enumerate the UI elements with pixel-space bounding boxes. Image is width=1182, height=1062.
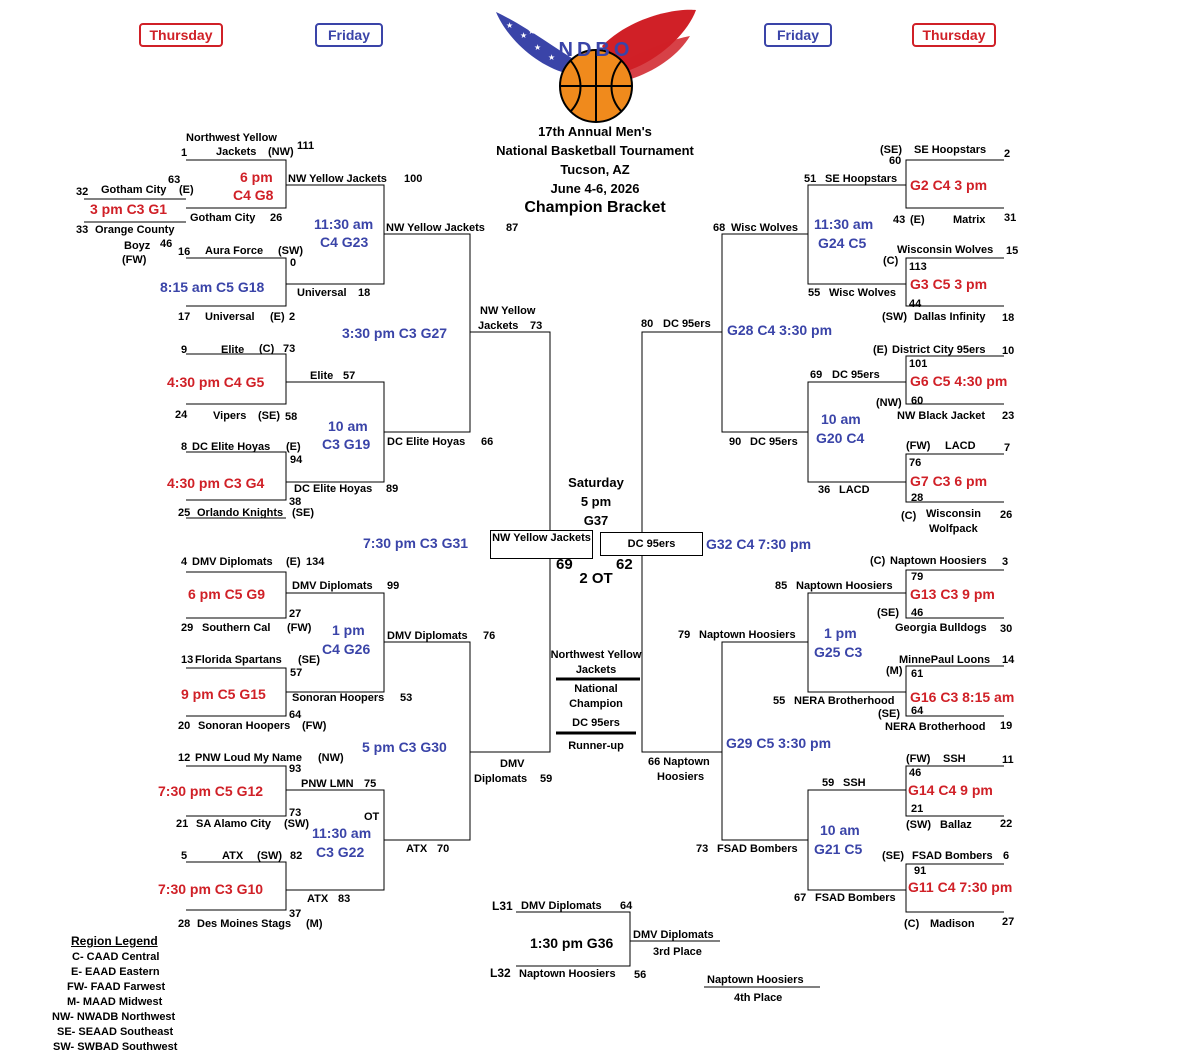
team-name: DC Elite Hoyas: [387, 436, 466, 448]
score: 59: [540, 773, 553, 785]
score: 70: [437, 843, 450, 855]
score: 6: [1003, 850, 1010, 862]
thursday-label-right: Thursday: [912, 23, 996, 47]
team-name: Wisc Wolves: [829, 287, 896, 299]
seed: 17: [178, 311, 191, 323]
legend-item: NW- NWADB Northwest: [52, 1011, 176, 1023]
game-time: 10 am: [328, 418, 368, 434]
svg-text:★: ★: [514, 15, 522, 24]
game-info: 6 pm C5 G9: [188, 586, 266, 602]
team-name: DC 95ers: [750, 436, 798, 448]
team-name: SSH: [843, 777, 866, 789]
seed: 68: [713, 222, 726, 234]
team-name: NW Black Jacket: [897, 410, 986, 422]
third-winner-label: 3rd Place: [653, 946, 702, 958]
team-name: Ballaz: [940, 819, 972, 831]
team-name: Naptown Hoosiers: [796, 580, 893, 592]
seed: 5: [181, 850, 188, 862]
team-name: 66 Naptown: [648, 756, 710, 768]
seed: 12: [178, 752, 191, 764]
fourth-place-team: Naptown Hoosiers: [707, 974, 804, 986]
team-name: DC Elite Hoyas: [192, 441, 271, 453]
team-name: NW Yellow: [480, 305, 536, 317]
score: 101: [909, 358, 928, 370]
score: 31: [1004, 212, 1017, 224]
score: 18: [358, 287, 371, 299]
score: 27: [289, 608, 302, 620]
score: 64: [289, 709, 302, 721]
team-name: DMV Diplomats: [192, 556, 273, 568]
seed: 73: [696, 843, 709, 855]
team-name: Sonoran Hoopers: [292, 692, 385, 704]
game-info: C3 G19: [322, 436, 371, 452]
game-time: 1 pm: [824, 625, 857, 641]
team-name: DMV Diplomats: [292, 580, 373, 592]
score: 53: [400, 692, 413, 704]
seed: 69: [810, 369, 823, 381]
legend-item: FW- FAAD Farwest: [67, 981, 166, 993]
seed: 25: [178, 507, 191, 519]
seed: 55: [773, 695, 786, 707]
team-name: Jackets: [216, 146, 257, 158]
game-time: 1 pm: [332, 622, 365, 638]
region: (SW): [906, 819, 932, 831]
ndbo-logo: [492, 6, 700, 124]
team-name: Elite: [310, 370, 334, 382]
score: 76: [909, 457, 922, 469]
game-info: C4 G26: [322, 641, 371, 657]
seed: 4: [181, 556, 188, 568]
game-info: 7:30 pm C5 G12: [158, 783, 264, 799]
game-info: 4:30 pm C4 G5: [167, 374, 265, 390]
region: (M): [886, 665, 903, 677]
region: (SE): [880, 144, 902, 156]
score: 89: [386, 483, 399, 495]
score: 0: [290, 257, 297, 269]
game-info: G28 C4 3:30 pm: [727, 322, 833, 338]
thursday-label-left: Thursday: [139, 23, 223, 47]
score: 79: [911, 571, 924, 583]
game-time: 10 am: [820, 822, 860, 838]
team-name: ATX: [222, 850, 244, 862]
team-name: SA Alamo City: [196, 818, 271, 830]
game-info: G24 C5: [818, 235, 867, 251]
team-name: FSAD Bombers: [815, 892, 896, 904]
region: (SE): [298, 654, 320, 666]
team-name: District City 95ers: [892, 344, 986, 356]
region: (E): [270, 311, 285, 323]
seed: 36: [818, 484, 831, 496]
score: 57: [290, 667, 303, 679]
score: 19: [1000, 720, 1013, 732]
game-info: 8:15 am C5 G18: [160, 279, 265, 295]
team-name: Florida Spartans: [195, 654, 282, 666]
score: 28: [911, 492, 924, 504]
score: 26: [1000, 509, 1013, 521]
team-name: Wisconsin Wolves: [897, 244, 994, 256]
game-info: G21 C5: [814, 841, 863, 857]
score: 76: [483, 630, 496, 642]
game-info: 9 pm C5 G15: [181, 686, 266, 702]
team-name: Gotham City: [101, 184, 167, 196]
team-name: NERA Brotherhood: [794, 695, 895, 707]
game-info: 3:30 pm C3 G27: [342, 325, 448, 341]
seed: 55: [808, 287, 821, 299]
team-name: Naptown Hoosiers: [699, 629, 796, 641]
legend-title: Region Legend: [71, 934, 158, 948]
region: (FW): [302, 720, 327, 732]
final-right-info: G32 C4 7:30 pm: [706, 536, 812, 552]
region: (SE): [258, 410, 280, 422]
score: 23: [1002, 410, 1015, 422]
game-time: 11:30 am: [314, 216, 374, 232]
title-line-4: June 4-6, 2026: [550, 181, 640, 196]
region: (C): [901, 510, 917, 522]
score: 91: [914, 865, 927, 877]
svg-text:★: ★: [548, 53, 556, 62]
score: 60: [911, 395, 924, 407]
score: 73: [289, 807, 302, 819]
runner-up-name: DC 95ers: [572, 717, 620, 729]
team-name: Georgia Bulldogs: [895, 622, 987, 634]
final-day: Saturday: [568, 475, 624, 490]
legend-item: SW- SWBAD Southwest: [53, 1041, 178, 1053]
score: 27: [1002, 916, 1015, 928]
third-bottom-score: 56: [634, 969, 647, 981]
team-name: Wisconsin: [926, 508, 981, 520]
seed: 21: [176, 818, 189, 830]
region: (E): [286, 441, 301, 453]
score: 46: [909, 767, 922, 779]
score: 58: [285, 411, 298, 423]
champion-name: Northwest Yellow Jackets: [550, 649, 642, 676]
title-line-3: Tucson, AZ: [560, 162, 630, 177]
team-name: Orlando Knights: [197, 507, 284, 519]
game-info: G20 C4: [816, 430, 865, 446]
friday-label-left: Friday: [315, 23, 383, 47]
score: 100: [404, 173, 423, 185]
score: 113: [909, 261, 927, 273]
team-name: Wisc Wolves: [731, 222, 798, 234]
seed: 59: [822, 777, 835, 789]
team-name: DC Elite Hoyas: [294, 483, 373, 495]
svg-text:★: ★: [534, 43, 542, 52]
region: (C): [870, 555, 886, 567]
final-overtime: 2 OT: [579, 570, 613, 587]
game-info: C4 G23: [320, 234, 369, 250]
legend-item: C- CAAD Central: [72, 951, 160, 963]
region: (NW): [268, 146, 294, 158]
score: 64: [911, 705, 924, 717]
seed: 9: [181, 344, 188, 356]
region: (FW): [906, 753, 931, 765]
region: (SE): [877, 607, 899, 619]
third-bottom-seed: L32: [490, 966, 511, 980]
score: 30: [1000, 623, 1013, 635]
team-name: DMV Diplomats: [387, 630, 468, 642]
game-info: 3 pm C3 G1: [90, 201, 168, 217]
bracket-title: Champion Bracket: [524, 199, 666, 216]
svg-text:★: ★: [520, 31, 528, 40]
team-name: Naptown Hoosiers: [890, 555, 987, 567]
team-name: Boyz: [124, 240, 151, 252]
score: 2: [1004, 148, 1011, 160]
seed: 80: [641, 318, 654, 330]
score: 134: [306, 556, 325, 568]
team-name: PNW LMN: [301, 778, 354, 790]
score: 10: [1002, 345, 1015, 357]
seed: 28: [178, 918, 191, 930]
score: 99: [387, 580, 400, 592]
score: 94: [290, 454, 303, 466]
legend-item: E- EAAD Eastern: [71, 966, 160, 978]
seed: 85: [775, 580, 788, 592]
team-name: PNW Loud My Name: [195, 752, 302, 764]
title-line-2: National Basketball Tournament: [496, 143, 694, 158]
team-name: Aura Force: [205, 245, 264, 257]
team-name: Dallas Infinity: [914, 311, 986, 323]
region: (FW): [287, 622, 312, 634]
score: 60: [889, 155, 902, 167]
team-name: SE Hoopstars: [914, 144, 987, 156]
region: (NW): [318, 752, 344, 764]
region: (SW): [278, 245, 304, 257]
legend-item: M- MAAD Midwest: [67, 996, 163, 1008]
team-name: Matrix: [953, 214, 986, 226]
team-name: Gotham City: [190, 212, 256, 224]
score: 73: [283, 343, 296, 355]
final-right-team-box: DC 95ers: [600, 532, 703, 556]
team-name: NW Yellow Jackets: [288, 173, 387, 185]
title-line-1: 17th Annual Men's: [538, 124, 652, 139]
game-info: C4 G8: [233, 187, 274, 203]
team-name: DC 95ers: [663, 318, 711, 330]
score: 63: [168, 174, 181, 186]
game-info: G7 C3 6 pm: [910, 473, 988, 489]
team-name: MinnePaul Loons: [899, 654, 991, 666]
seed: 33: [76, 224, 89, 236]
third-winner: DMV Diplomats: [633, 929, 714, 941]
score: 7: [1004, 442, 1011, 454]
game-info: G16 C3 8:15 am: [910, 689, 1015, 705]
final-right-score: 62: [616, 556, 633, 573]
game-info: G13 C3 9 pm: [910, 586, 995, 602]
team-name: Southern Cal: [202, 622, 271, 634]
game-info: G6 C5 4:30 pm: [910, 373, 1008, 389]
team-name: Diplomats: [474, 773, 528, 785]
team-name: Universal: [297, 287, 347, 299]
score: 61: [911, 668, 924, 680]
score: 111: [297, 140, 315, 152]
score: 26: [270, 212, 283, 224]
region: (C): [904, 918, 920, 930]
logo-text: NDBO: [558, 39, 634, 61]
team-name: DMV: [500, 758, 525, 770]
region: (SW): [882, 311, 908, 323]
team-name: Orange County: [95, 224, 175, 236]
team-name: Northwest Yellow: [186, 132, 277, 144]
final-left-score: 69: [556, 556, 573, 573]
region: (SE): [878, 708, 900, 720]
score: 93: [289, 763, 302, 775]
score: 46: [911, 607, 924, 619]
score: 22: [1000, 818, 1013, 830]
game-time: 11:30 am: [312, 825, 372, 841]
team-name: Sonoran Hoopers: [198, 720, 291, 732]
team-name: FSAD Bombers: [717, 843, 798, 855]
team-name: Universal: [205, 311, 255, 323]
score: 38: [289, 496, 302, 508]
region: (C): [883, 255, 899, 267]
region: (FW): [122, 254, 147, 266]
score: 87: [506, 222, 519, 234]
game-info: G29 C5 3:30 pm: [726, 735, 832, 751]
team-name: Hoosiers: [657, 771, 705, 783]
final-left-team-box: NW Yellow Jackets: [490, 530, 593, 559]
team-name: FSAD Bombers: [912, 850, 993, 862]
team-name: Vipers: [213, 410, 247, 422]
region: (E): [286, 556, 301, 568]
game-info: 4:30 pm C3 G4: [167, 475, 265, 491]
region: (E): [910, 214, 925, 226]
score: 57: [343, 370, 356, 382]
score: 43: [893, 214, 906, 226]
seed: 67: [794, 892, 807, 904]
game-time: 11:30 am: [814, 216, 874, 232]
legend-item: SE- SEAAD Southeast: [57, 1026, 174, 1038]
third-bottom-team: Naptown Hoosiers: [519, 968, 616, 980]
seed: 29: [181, 622, 194, 634]
final-game: G37: [583, 513, 609, 528]
overtime-label: OT: [364, 811, 380, 823]
seed: 20: [178, 720, 191, 732]
seed: 51: [804, 173, 817, 185]
final-time: 5 pm: [580, 494, 612, 509]
seed: 8: [181, 441, 188, 453]
fourth-place-label: 4th Place: [734, 992, 783, 1004]
game-time: 6 pm: [240, 169, 273, 185]
region: (M): [306, 918, 323, 930]
region: (SE): [882, 850, 904, 862]
friday-label-right: Friday: [764, 23, 832, 47]
region: (E): [179, 184, 194, 196]
region: (SE): [292, 507, 314, 519]
score: 75: [364, 778, 377, 790]
team-name: DC 95ers: [832, 369, 880, 381]
score: 82: [290, 850, 303, 862]
svg-text:★: ★: [528, 27, 536, 36]
score: 44: [909, 298, 922, 310]
team-name: NW Yellow Jackets: [386, 222, 485, 234]
game-info: G3 C5 3 pm: [910, 276, 988, 292]
team-name: Elite: [221, 344, 245, 356]
score: 14: [1002, 654, 1015, 666]
team-name: ATX: [406, 843, 428, 855]
team-name: SSH: [943, 753, 966, 765]
team-name: Wolfpack: [929, 523, 978, 535]
score: 73: [530, 320, 543, 332]
team-name: NERA Brotherhood: [885, 721, 986, 733]
score: 3: [1002, 556, 1009, 568]
score: 18: [1002, 312, 1015, 324]
game-info: 7:30 pm C3 G10: [158, 881, 264, 897]
region: (SW): [284, 818, 310, 830]
score: 21: [911, 803, 924, 815]
region: (E): [873, 344, 888, 356]
team-name: ATX: [307, 893, 329, 905]
seed: 32: [76, 186, 89, 198]
region: (FW): [906, 440, 931, 452]
region: (C): [259, 343, 275, 355]
team-name: LACD: [945, 440, 976, 452]
team-name: Jackets: [478, 320, 519, 332]
game-info: G14 C4 9 pm: [908, 782, 993, 798]
seed: 24: [175, 409, 188, 421]
third-top-score: 64: [620, 900, 633, 912]
third-info: 1:30 pm G36: [530, 935, 614, 951]
score: 37: [289, 908, 302, 920]
region: (SW): [257, 850, 283, 862]
seed: 16: [178, 246, 191, 258]
final-left-info: 7:30 pm C3 G31: [363, 535, 469, 551]
champion-label: National Champion: [569, 683, 623, 710]
game-time: 10 am: [821, 411, 861, 427]
game-info: 5 pm C3 G30: [362, 739, 447, 755]
game-info: G25 C3: [814, 644, 863, 660]
seed: 90: [729, 436, 742, 448]
team-name: LACD: [839, 484, 870, 496]
third-top-team: DMV Diplomats: [521, 900, 602, 912]
score: 15: [1006, 245, 1019, 257]
seed: 1: [181, 147, 188, 159]
region: (NW): [876, 397, 902, 409]
third-top-seed: L31: [492, 899, 513, 913]
game-info: G2 C4 3 pm: [910, 177, 988, 193]
game-info: C3 G22: [316, 844, 365, 860]
seed: 79: [678, 629, 691, 641]
score: 46: [160, 238, 173, 250]
team-name: Madison: [930, 918, 975, 930]
score: 2: [289, 311, 296, 323]
runner-up-label: Runner-up: [568, 740, 624, 752]
game-info: G11 C4 7:30 pm: [908, 879, 1013, 895]
team-name: Des Moines Stags: [197, 918, 292, 930]
score: 11: [1002, 754, 1014, 766]
team-name: SE Hoopstars: [825, 173, 898, 185]
score: 83: [338, 893, 351, 905]
score: 66: [481, 436, 494, 448]
svg-text:★: ★: [506, 21, 514, 30]
seed: 13: [181, 654, 194, 666]
